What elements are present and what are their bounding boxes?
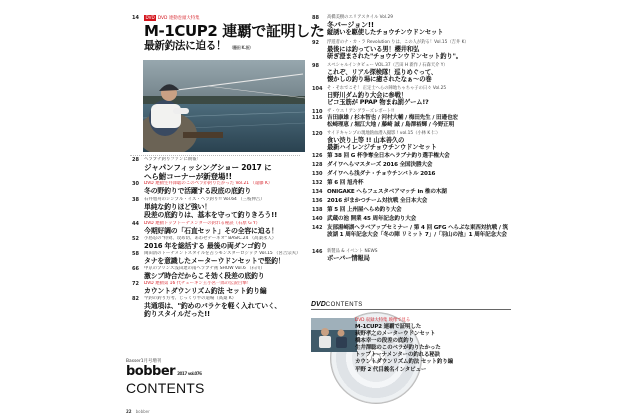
dvd-item[interactable]: 橋本幸一の段差の底釣り bbox=[355, 338, 414, 345]
toc-entry-right-7[interactable] bbox=[312, 131, 507, 152]
angler-list: 吉田康雄 / 杉本智也 / 河村大輔 / 梅田先生 / 田邉也宏 bbox=[327, 115, 458, 121]
dvd-badge: DVD bbox=[145, 15, 155, 20]
entry-headline: 縦誘いを駆使したチョウチンウドンセット bbox=[327, 29, 444, 36]
dvd-kicker: DVD 収録大特集 映像で見る bbox=[355, 318, 411, 323]
toc-entry-left-3[interactable] bbox=[132, 181, 300, 195]
entry-headline: ピコ玉筋が PPAP 物まね罰ゲーム!? bbox=[327, 99, 429, 107]
entry-kicker: サイドキャンプの現地熱血潜入撮影 ! vol.15（小林 K 仁） bbox=[327, 131, 441, 136]
entry-kicker: 中京のプリンス浅田達の南ヘラブナ術 SHOW Vol.6 （石川） bbox=[144, 266, 265, 271]
toc-entry-right-2[interactable] bbox=[312, 40, 507, 61]
angler-list: 松崎理恵 / 堀江大地 / 藤崎 誠 / 島澤裕輝 / 今野正明 bbox=[327, 122, 455, 129]
dvd-photo-thumbnail bbox=[311, 318, 357, 352]
toc-entry-right-9[interactable] bbox=[312, 162, 507, 169]
toc-entry-right-15[interactable] bbox=[312, 216, 507, 223]
entry-kicker: 石井旭舟のシンプル・イズ・ヘラ釣り!! Vol.64 （三枝伸吉） bbox=[144, 197, 265, 202]
entry-headline: タナを意識したメーターウドンセットで堅釣！ bbox=[144, 257, 285, 265]
toc-entry-right-16[interactable] bbox=[312, 225, 513, 240]
entry-headline: 研ぎ澄まされた"チョウチンウドンセット釣り"。 bbox=[327, 53, 462, 61]
entry-headline: 段差の底釣りは、基本を守って釣りきろう!! bbox=[144, 211, 278, 220]
entry-headline: 日野川ダム釣り大会に参戦！ bbox=[327, 92, 407, 99]
page-number: 110 bbox=[312, 109, 323, 115]
entry-headline: 冬バージョン!! bbox=[327, 21, 374, 29]
event-title: ONIGAKE へらフェスタベアマッチ in 椎の木湖 bbox=[327, 189, 447, 195]
divider bbox=[130, 155, 300, 156]
event-title: 2016 がまかつチーム対抗戦 全日本大会 bbox=[327, 198, 428, 204]
dvd-item[interactable]: 生井澤聡のこのベラが釣りたかった bbox=[355, 345, 441, 352]
entry-kicker: そ・それでこそ！ 正定士ヘらの陣地ちゃちゃ子の日々 Vol.25 bbox=[327, 86, 447, 91]
event-title: 第 38 回 G 杯争奪全日本ヘラブナ釣り選手権大会 bbox=[327, 153, 450, 159]
entry-kicker: 岡田清のトーナメントスタイルを占うモンスターロジック Vol.15 （宮吉宗夫） bbox=[144, 251, 300, 256]
toc-entry-left-5[interactable] bbox=[132, 221, 300, 235]
angler-thumbnail bbox=[311, 318, 357, 352]
entry-kicker: ザ・ウエ ! アングラーズレポート!! bbox=[327, 109, 395, 114]
toc-entry-left-6[interactable] bbox=[132, 236, 300, 250]
page-number: 146 bbox=[312, 249, 323, 255]
page-number: 136 bbox=[312, 198, 323, 204]
entry-headline: 釣りスタイルだった!! bbox=[144, 310, 210, 319]
entry-kicker: 新製品 & イベント NEWS bbox=[327, 249, 378, 254]
entry-headline: M-1CUP2 連覇で証明した bbox=[144, 22, 325, 40]
page-number: 72 bbox=[132, 281, 139, 287]
entry-headline: 最後には釣っている男！櫻井和弘 bbox=[327, 46, 420, 53]
entry-kicker: 竿釣の釣り方考、じっくり竿の道場（高桑 K） bbox=[144, 296, 237, 301]
hero-photo-angler bbox=[143, 60, 305, 152]
entry-kicker: DVD 連動トップトーナメンターの釣れる秘訣（石原 G Y） bbox=[144, 221, 261, 226]
magazine-brand bbox=[126, 358, 246, 396]
folio-name: bobber bbox=[135, 409, 150, 414]
event-title: ダイワへらマスターズ 2016 全国決勝大会 bbox=[327, 162, 433, 168]
toc-entry-right-1[interactable] bbox=[312, 15, 507, 36]
page-number: 120 bbox=[312, 131, 323, 137]
page-number: 66 bbox=[132, 266, 139, 272]
toc-entry-left-10[interactable] bbox=[132, 296, 300, 319]
dvd-contents-header bbox=[311, 301, 516, 310]
event-title: 武蔵の池 開業 45 周年記念釣り大会 bbox=[327, 216, 417, 222]
toc-entry-right-11[interactable] bbox=[312, 180, 507, 187]
event-title: ダイワへら浅ダナ・チョウチンバトル 2016 bbox=[327, 171, 436, 177]
entry-kicker: 高橋美樹のエリアスタイル Vol.29 bbox=[327, 15, 393, 20]
page-number: 132 bbox=[312, 180, 323, 186]
entry-headline: 2016 年を総括する 最後の両ダンゴ釣り bbox=[144, 242, 268, 250]
entry-author: （藤田 K.祝） bbox=[229, 45, 253, 51]
toc-entry-left-2[interactable] bbox=[132, 157, 300, 182]
entry-kicker: スペシャルインタビュー VOL.37（吉田 H 新作 / 石森天介 Y） bbox=[327, 63, 448, 68]
event-title: 第 6 回 旭舟杯 bbox=[327, 180, 364, 186]
toc-entry-left-8[interactable] bbox=[132, 266, 300, 280]
dvd-item[interactable]: 萩野孝之のメーターウドンセット bbox=[355, 331, 436, 338]
entry-headline: 懐かしの釣り場に癒されたなぁ～の巻 bbox=[327, 76, 432, 84]
entry-headline: カウントダウンリズム釣法 セット釣り編 bbox=[144, 287, 267, 295]
toc-entry-right-6[interactable] bbox=[312, 115, 507, 130]
dvd-contents-label: CONTENTS bbox=[325, 302, 363, 308]
toc-entry-left-7[interactable] bbox=[132, 251, 300, 265]
dvd-item[interactable]: トップトーナメンターの釣れる秘訣 bbox=[355, 352, 440, 359]
page-footer bbox=[126, 409, 150, 414]
entry-kicker: DVD 連動第 16 代チューギン王小宮一郎の伝説目撃！ bbox=[144, 281, 252, 286]
entry-kicker: 浮遊者のナ・カ・ラ Revolution りは、この人が釣る！Vol.15（吉井 K） bbox=[327, 40, 469, 45]
dvd-item[interactable]: M-1CUP2 連覇で証明した bbox=[355, 324, 422, 330]
entry-headline: 今期好調の「石直セット」その全容に迫る！ bbox=[144, 227, 278, 235]
entry-headline: ジャパンフィッシングショー 2017 に bbox=[144, 163, 272, 172]
entry-kicker: 小島忍の"特効、攻め切、あわせテーネオ" BASIC.24 （高桑永人） bbox=[144, 236, 277, 241]
toc-entry-right-14[interactable] bbox=[312, 207, 507, 214]
entry-headline: これぞ、リアル探検隊！巡りめぐって、 bbox=[327, 69, 438, 76]
event-title: 第 5 回 上州屋へらめ釣り大会 bbox=[327, 207, 402, 213]
folio-number: 22 bbox=[126, 409, 132, 414]
toc-entry-right-13[interactable] bbox=[312, 198, 507, 205]
toc-entry-right-3[interactable] bbox=[312, 63, 507, 84]
page-number: 126 bbox=[312, 153, 323, 159]
entry-headline: 共通項は、"釣めのバラケを軽く入れていく、 bbox=[144, 302, 282, 310]
bobber-logo: bobber bbox=[126, 364, 176, 379]
issue-line: Basser1月号増刊 bbox=[126, 359, 162, 364]
issue-number: 2017 vol.076 bbox=[177, 371, 202, 376]
page-number: 38 bbox=[132, 197, 139, 203]
angler-photo-illustration bbox=[143, 60, 305, 152]
page-number: 128 bbox=[312, 162, 323, 168]
page-number: 116 bbox=[312, 115, 323, 121]
dvd-contents-list bbox=[355, 318, 515, 374]
toc-entry-right-4[interactable] bbox=[312, 86, 507, 107]
entry-kicker: DVD 連動巻頭大特集 bbox=[157, 16, 200, 21]
page-number: 98 bbox=[312, 63, 319, 69]
page-number: 104 bbox=[312, 86, 323, 92]
page-number: 142 bbox=[312, 225, 323, 231]
divider bbox=[311, 309, 511, 310]
dvd-item[interactable]: カウントダウンリズム釣法 セット釣り編 bbox=[355, 359, 453, 366]
entry-kicker: DVD 連動生井澤聡のこのベラが釣りたかった Vol.21 （遠藤 K） bbox=[144, 181, 273, 186]
page-number: 28 bbox=[132, 157, 139, 163]
toc-entry-left-9[interactable] bbox=[132, 281, 300, 295]
toc-entry-right-12[interactable] bbox=[312, 189, 507, 196]
page-number: 134 bbox=[312, 189, 323, 195]
page-number: 92 bbox=[312, 40, 319, 46]
toc-entry-right-17[interactable] bbox=[312, 249, 507, 262]
entry-headline: 激シブ時合だからこそ効く段差の底釣り bbox=[144, 272, 265, 280]
page-number: 140 bbox=[312, 216, 323, 222]
page-number: 44 bbox=[132, 221, 139, 227]
page-number: 82 bbox=[132, 296, 139, 302]
toc-entry-right-8[interactable] bbox=[312, 153, 507, 160]
page-number: 138 bbox=[312, 207, 323, 213]
contents-heading: CONTENTS bbox=[126, 380, 205, 396]
page-number: 52 bbox=[132, 236, 139, 242]
page-number: 14 bbox=[132, 15, 139, 21]
entry-headline: ボーバー情報局 bbox=[327, 255, 370, 262]
dvd-label: DVD bbox=[311, 301, 326, 308]
page-number: 130 bbox=[312, 171, 323, 177]
entry-headline: 単純な釣りほど強い！ bbox=[144, 203, 211, 211]
dvd-item[interactable]: 平野 2 代目義名インタビュー bbox=[355, 366, 427, 373]
toc-entry-right-10[interactable] bbox=[312, 171, 507, 178]
page-number: 30 bbox=[132, 181, 139, 187]
entry-headline: へら鮒コーナーが新登場!! bbox=[144, 172, 232, 182]
entry-headline: 最新釣法に迫る！ bbox=[144, 40, 227, 53]
event-title: 友部湯崎湖ヘラベアップセミナー / 第 4 回 GFG へらぶな東西対抗戦 / 筑波湖 1 周年記念大会「冬の陣 リミット 7」/「羽山の池」1 周年記念大会 bbox=[327, 225, 508, 239]
entry-headline: 最新ハイレンジチョウチンウドンセット bbox=[327, 144, 437, 152]
entry-headline: 冬の野釣りで活躍する段底の底釣り bbox=[144, 187, 252, 195]
entry-headline: 食い渋り上等 !! 山本善久の bbox=[327, 137, 405, 144]
entry-kicker: ヘラブナ釣りファンに朗報！ bbox=[144, 157, 201, 162]
page-number: 88 bbox=[312, 15, 319, 21]
page-number: 58 bbox=[132, 251, 139, 257]
toc-entry-left-4[interactable] bbox=[132, 197, 300, 220]
